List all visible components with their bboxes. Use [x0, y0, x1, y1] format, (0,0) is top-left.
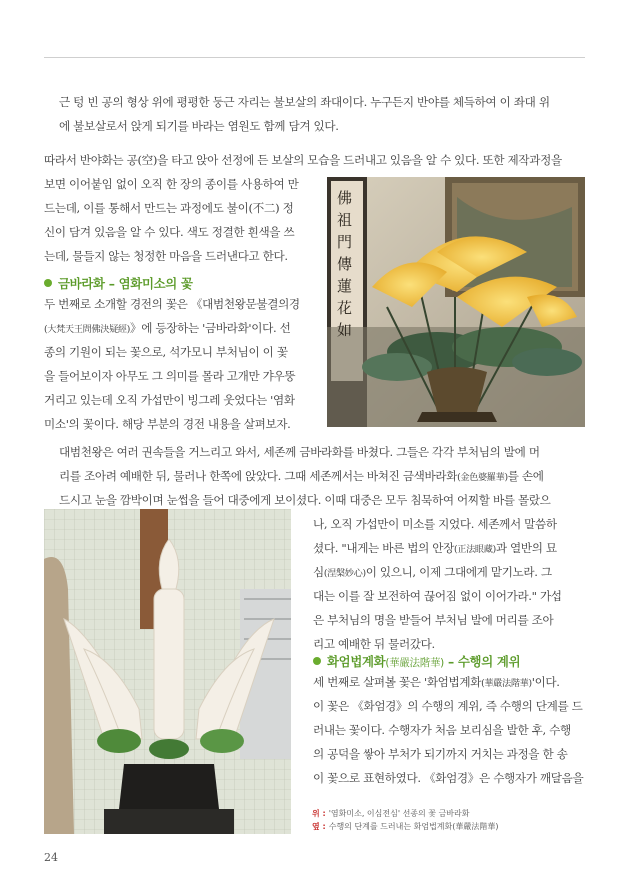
text-line: 거리고 있는데 오직 가섭만이 빙그레 웃었다는 '염화 [44, 393, 295, 407]
text-line: 는데, 물들지 않는 청정한 마음을 드러낸다고 한다. [44, 249, 288, 263]
intro-paragraph [59, 90, 550, 138]
white-flower-image [44, 509, 291, 834]
text-line: 리고 예배한 뒤 물러갔다. [313, 637, 435, 651]
text-line: 근 텅 빈 공의 형상 위에 평평한 둥근 자리는 불보살의 좌대이다. 누구든지 반야를 체득하여 이 좌대 위 [59, 95, 550, 109]
text-line: 에 불보살로서 앉게 되기를 바라는 염원도 함께 담겨 있다. [59, 119, 339, 133]
text-line: 드시고 눈을 깜박이며 눈썹을 들어 대중에게 보이셨다. 이때 대중은 모두 침묵하여 어찌할 바를 몰랐으 [59, 493, 551, 507]
text-line: 의 공덕을 쌓아 부처가 되기까지 거치는 과정을 한 송 [313, 747, 568, 761]
text-line: 이 꽃은 《화엄경》의 수행의 계위, 즉 수행의 단계를 드 [313, 699, 583, 713]
caption-side [312, 821, 499, 832]
page-number: 24 [44, 851, 58, 864]
bullet-dot-icon [44, 279, 52, 287]
heading-hanja: (華嚴法階華) [385, 657, 444, 669]
text-line: 두 번째로 소개할 경전의 꽃은 《대범천왕문불결의경 [44, 297, 300, 311]
paragraph-1-first-line [44, 148, 562, 172]
photo-geumbarahwa [327, 177, 585, 427]
top-divider [44, 57, 585, 58]
text-line: 셨다. "내게는 바른 법의 안장(正法眼藏)과 열반의 묘 [313, 541, 557, 555]
hanja-title: (大梵天王問佛決疑經) [44, 324, 131, 335]
text-line: (大梵天王問佛決疑經)》에 등장하는 '금바라화'이다. 선 [44, 321, 291, 335]
caption-top [312, 808, 469, 819]
text-line: 리를 조아려 예배한 뒤, 물러나 한쪽에 앉았다. 그때 세존께서는 바쳐진 금색바라화(金色婆羅華)를 손에 [59, 469, 544, 483]
caption-key: 옆 : [312, 822, 326, 831]
caption-text: 수행의 단계를 드러내는 화엄법계화(華嚴法階華) [328, 822, 499, 831]
caption-text: '염화미소, 이심전심' 선종의 꽃 금바라화 [328, 809, 470, 818]
text-line: 이 꽃으로 표현하였다. 《화엄경》은 수행자가 깨달음을 [313, 771, 584, 785]
heading-text: 금바라화 – 염화미소의 꽃 [58, 276, 193, 291]
paragraph-1 [44, 172, 299, 268]
text-line: 보면 이어붙임 없이 오직 한 장의 종이를 사용하여 만 [44, 177, 299, 191]
section-heading-hwaeom [313, 652, 520, 670]
bullet-dot-icon [313, 657, 321, 665]
sutra-quote [59, 440, 551, 512]
heading-text-sub: – 수행의 계위 [443, 654, 521, 669]
photo-hwaeom-beopgyehwa [44, 509, 291, 834]
section-2-body [313, 670, 583, 790]
text-line: 미소'의 꽃이다. 해당 부분의 경전 내용을 살펴보자. [44, 417, 291, 431]
caption-key: 위 : [312, 809, 326, 818]
text-line: 따라서 반야화는 공(空)을 타고 앉아 선정에 든 보살의 모습을 드러내고 있음을 알 수 있다. 또한 제작과정을 [44, 153, 562, 167]
text-line: 대범천왕은 여러 권속들을 거느리고 와서, 세존께 금바라화를 바쳤다. 그들은 각각 부처님의 발에 머 [59, 445, 540, 459]
sutra-quote-continued [313, 512, 562, 656]
calligraphy-text: 佛祖門 傳蓮花如 [337, 189, 353, 339]
section-heading-geumbarahwa [44, 274, 193, 292]
section-1-body [44, 292, 300, 436]
text-line: 심(涅槃妙心)이 있으니, 이제 그대에게 맡기노라. 그 [313, 565, 552, 579]
text-line: 세 번째로 살펴볼 꽃은 '화엄법계화(華嚴法階華)'이다. [313, 675, 560, 689]
text-line: 러내는 꽃이다. 수행자가 처음 보리심을 발한 후, 수행 [313, 723, 571, 737]
text-line: 드는데, 이를 통해서 만드는 과정에도 불이(不二) 정 [44, 201, 294, 215]
text-line: 종의 기원이 되는 꽃으로, 석가모니 부처님이 이 꽃 [44, 345, 288, 359]
golden-flower-image [327, 177, 585, 427]
heading-text-main: 화엄법계화 [327, 654, 386, 669]
text-line: 나, 오직 가섭만이 미소를 지었다. 세존께서 말씀하 [313, 517, 557, 531]
text-line: 을 들어보이자 아무도 그 의미를 몰라 고개만 갸우뚱 [44, 369, 296, 383]
text-line: 대는 이를 잘 보전하여 끊어짐 없이 이어가라." 가섭 [313, 589, 562, 603]
text-line: 은 부처님의 명을 받들어 부처님 발에 머리를 조아 [313, 613, 554, 627]
text-line: 신이 담겨 있음을 알 수 있다. 색도 정결한 흰색을 쓰 [44, 225, 295, 239]
